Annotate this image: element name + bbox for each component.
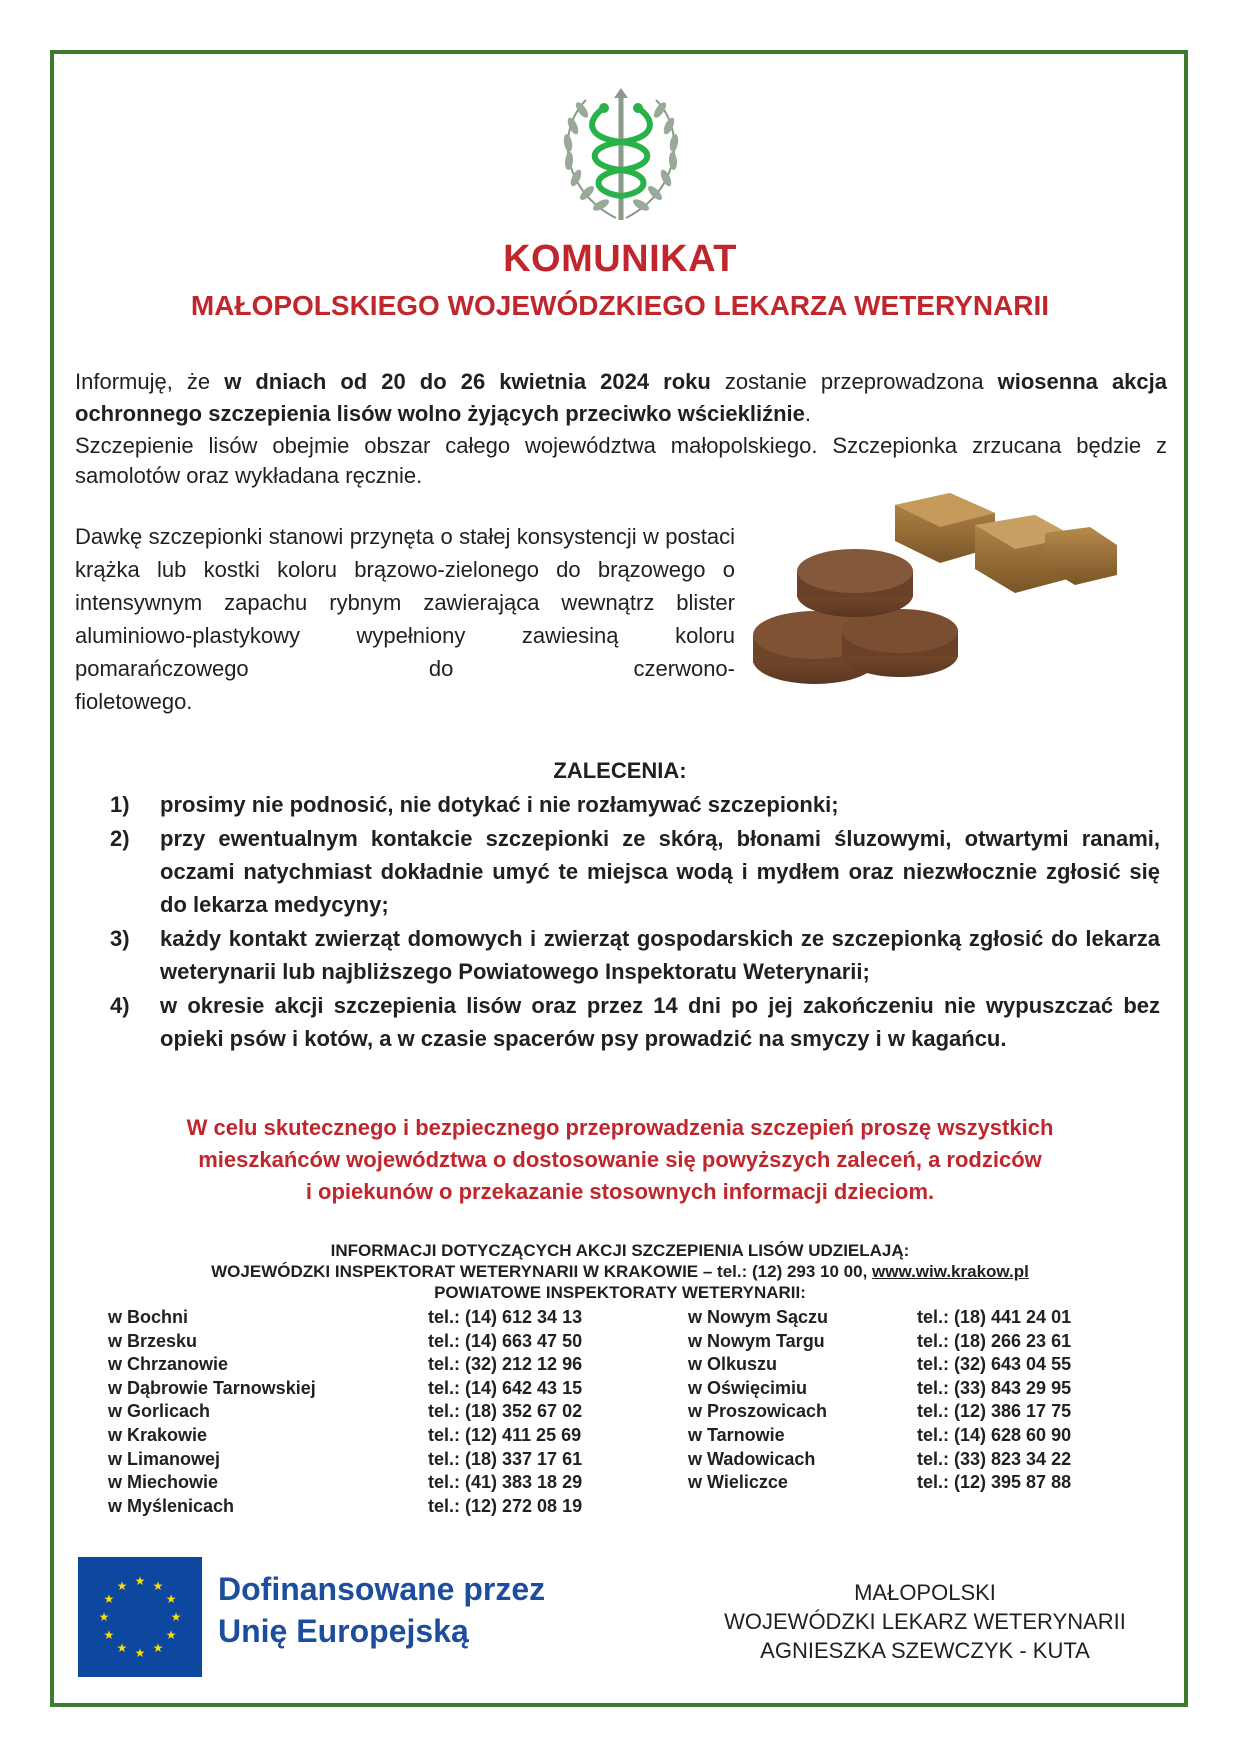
eu-star-icon: ★ xyxy=(165,1628,177,1642)
office-city: w Gorlicach xyxy=(108,1401,211,1422)
list-item xyxy=(110,989,1160,1055)
eu-flag-icon xyxy=(78,1557,202,1677)
office-city: w Olkuszu xyxy=(688,1354,778,1375)
office-city: w Chrzanowie xyxy=(108,1354,229,1375)
intro-campaign: wiosenna akcja ochronnego szczepienia lisów wolno żyjących przeciwko wściekliźnie xyxy=(75,369,1168,426)
intro-text: zostanie przeprowadzona xyxy=(710,369,998,394)
office-city: w Limanowej xyxy=(108,1448,221,1469)
piw-heading: POWIATOWE INSPEKTORATY WETERYNARII: xyxy=(434,1283,806,1302)
eu-star-icon: ★ xyxy=(116,1578,128,1593)
dose-paragraph xyxy=(75,520,735,718)
office-phone: tel.: (18) 352 67 02 xyxy=(428,1401,583,1422)
office-phone: tel.: (33) 823 34 22 xyxy=(917,1448,1072,1469)
office-city: w Brzesku xyxy=(108,1330,198,1351)
list-item xyxy=(110,822,1160,921)
list-item-number: 4) xyxy=(110,993,130,1018)
office-city: w Krakowie xyxy=(108,1425,208,1445)
signature-block xyxy=(665,1578,1185,1665)
recommendations-list xyxy=(110,788,1160,1056)
office-phone: tel.: (12) 395 87 88 xyxy=(917,1472,1072,1493)
signature-line: AGNIESZKA SZEWCZYK - KUTA xyxy=(760,1638,1090,1663)
vaccine-bait-image xyxy=(745,485,1130,730)
office-city: w Wadowicach xyxy=(688,1448,816,1469)
eu-star-icon: ★ xyxy=(98,1610,110,1624)
office-phone: tel.: (14) 642 43 15 xyxy=(428,1377,583,1398)
eu-star-icon: ★ xyxy=(103,1592,115,1606)
appeal-line: mieszkańców województwa o dostosowanie się powyższych zaleceń, a rodziców xyxy=(198,1147,1042,1172)
office-city: w Miechowie xyxy=(108,1472,219,1493)
dose-text: Dawkę szczepionki stanowi przynęta o stałej konsystencji w postaci krążka lub kostki koloru brązowo-zielonego do brązowego o intensywnym zapachu rybnym zawierająca wewnątrz blister aluminiowo-plastykowy wypełniony zawiesiną koloru pomarańczowego do czerwono- xyxy=(75,524,735,681)
office-city: w Proszowicach xyxy=(688,1401,828,1422)
intro-text: . xyxy=(804,401,812,426)
office-phone: tel.: (41) 383 18 29 xyxy=(428,1472,583,1493)
intro-paragraph xyxy=(75,366,1167,430)
list-item-text: każdy kontakt zwierząt domowych i zwierząt gospodarskich ze szczepionką zgłosić do lekarza weterynarii lub najbliższego Powiatowego Inspektoratu Weterynarii; xyxy=(160,926,1160,984)
veterinary-emblem-icon xyxy=(546,80,696,230)
eu-star-icon: ★ xyxy=(116,1641,128,1656)
list-item-text: w okresie akcji szczepienia lisów oraz przez 14 dni po jej zakończeniu nie wypuszczać bez opieki psów i kotów, a w czasie spacerów psy prowadzić na smyczy i w kagańcu. xyxy=(160,993,1160,1051)
list-item-number: 2) xyxy=(110,826,130,851)
office-phone: tel.: (33) 843 29 95 xyxy=(917,1377,1072,1398)
eu-funding-line: Unię Europejską xyxy=(218,1613,469,1649)
eu-star-icon: ★ xyxy=(165,1592,177,1606)
office-phone: tel.: (18) 441 24 01 xyxy=(917,1307,1072,1327)
list-item xyxy=(110,788,1160,821)
wiw-contact xyxy=(0,1262,1240,1282)
eu-star-icon: ★ xyxy=(152,1578,164,1593)
office-phone: tel.: (14) 628 60 90 xyxy=(917,1425,1072,1445)
area-paragraph: Szczepienie lisów obejmie obszar całego województwa małopolskiego. Szczepionka zrzucana będzie z samolotów oraz wykładana ręcznie. xyxy=(75,433,1167,488)
appeal-line: W celu skutecznego i bezpiecznego przeprowadzenia szczepień proszę wszystkich xyxy=(186,1115,1054,1140)
office-city: w Myślenicach xyxy=(108,1495,235,1516)
intro-text: Informuję, że xyxy=(75,369,225,394)
office-phone: tel.: (14) 663 47 50 xyxy=(428,1330,583,1351)
list-item-text: prosimy nie podnosić, nie dotykać i nie rozłamywać szczepionki; xyxy=(160,792,839,817)
office-city: w Dąbrowie Tarnowskiej xyxy=(108,1377,316,1398)
dose-text-end: fioletowego. xyxy=(75,689,193,714)
page-title: KOMUNIKAT xyxy=(503,238,737,280)
eu-star-icon: ★ xyxy=(134,1646,146,1660)
recommendations-heading: ZALECENIA: xyxy=(553,758,687,783)
list-item-text: przy ewentualnym kontakcie szczepionki ze skórą, błonami śluzowymi, otwartymi ranami, oczami natychmiast dokładnie umyć te miejsca wodą i mydłem oraz niezwłocznie zgłosić się do lekarza medycyny; xyxy=(160,826,1160,917)
list-item xyxy=(110,922,1160,988)
page-subtitle: MAŁOPOLSKIEGO WOJEWÓDZKIEGO LEKARZA WETERYNARII xyxy=(190,290,1050,321)
eu-star-icon: ★ xyxy=(170,1610,182,1624)
office-phone: tel.: (12) 272 08 19 xyxy=(428,1495,583,1516)
list-item-number: 3) xyxy=(110,926,130,951)
office-phone: tel.: (12) 386 17 75 xyxy=(917,1401,1072,1422)
eu-funding-label xyxy=(218,1568,545,1652)
eu-star-icon: ★ xyxy=(152,1641,164,1656)
office-phone: tel.: (12) 411 25 69 xyxy=(428,1425,582,1445)
office-city: w Wieliczce xyxy=(688,1472,788,1493)
wiw-website-link[interactable]: www.wiw.krakow.pl xyxy=(872,1262,1029,1281)
appeal-paragraph xyxy=(100,1112,1140,1208)
wiw-contact-text: WOJEWÓDZKI INSPEKTORAT WETERYNARII W KRAKOWIE – tel.: (12) 293 10 00, xyxy=(211,1262,873,1281)
office-city: w Nowym Targu xyxy=(688,1330,825,1351)
office-city: w Nowym Sączu xyxy=(688,1307,829,1327)
list-item-number: 1) xyxy=(110,792,130,817)
office-phone: tel.: (18) 266 23 61 xyxy=(917,1330,1072,1351)
signature-line: MAŁOPOLSKI xyxy=(854,1580,996,1605)
office-phone: tel.: (32) 643 04 55 xyxy=(917,1354,1072,1375)
eu-funding-line: Dofinansowane przez xyxy=(218,1571,546,1607)
office-city: w Tarnowie xyxy=(688,1425,785,1445)
intro-dates: w dniach od 20 do 26 kwietnia 2024 roku xyxy=(224,369,711,394)
office-phone: tel.: (18) 337 17 61 xyxy=(428,1448,583,1469)
eu-star-icon: ★ xyxy=(134,1574,146,1588)
signature-line: WOJEWÓDZKI LEKARZ WETERYNARII xyxy=(724,1609,1126,1634)
office-phone: tel.: (32) 212 12 96 xyxy=(428,1354,583,1375)
office-phone: tel.: (14) 612 34 13 xyxy=(428,1307,583,1327)
office-city: w Oświęcimiu xyxy=(688,1377,808,1398)
info-heading: INFORMACJI DOTYCZĄCYCH AKCJI SZCZEPIENIA LISÓW UDZIELAJĄ: xyxy=(330,1241,910,1260)
appeal-line: i opiekunów o przekazanie stosownych informacji dzieciom. xyxy=(305,1179,935,1204)
eu-star-icon: ★ xyxy=(103,1628,115,1642)
office-city: w Bochni xyxy=(108,1307,188,1327)
